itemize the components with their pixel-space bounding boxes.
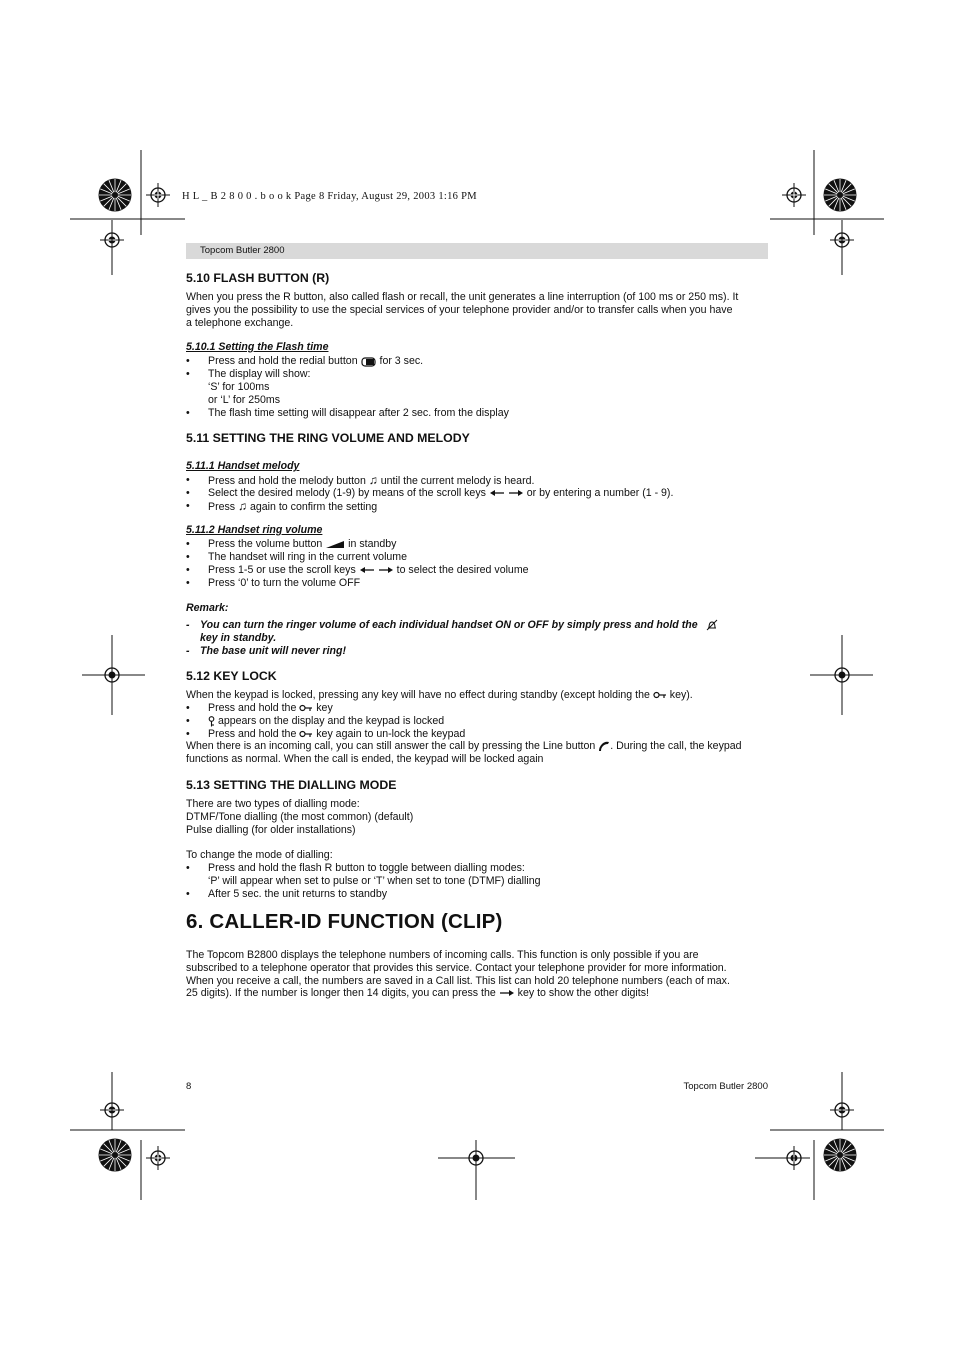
footer-title: Topcom Butler 2800	[683, 1081, 768, 1092]
paragraph-line	[186, 740, 742, 753]
paragraph-text: When the keypad is locked, pressing any key will have no effect during standby (except holding the	[186, 689, 650, 701]
remark-text: key in standby.	[200, 632, 277, 644]
section-heading-5-10: 5.10 FLASH BUTTON (R)	[186, 271, 330, 285]
subsection-heading-5-11-2: 5.11.2 Handset ring volume	[186, 524, 323, 536]
lock-key-icon	[208, 716, 215, 727]
list-text: in standby	[348, 538, 397, 550]
bullet: •	[186, 862, 190, 874]
key-icon	[653, 691, 667, 699]
dash: -	[186, 645, 190, 657]
list-text: Press ‘0’ to turn the volume OFF	[208, 577, 361, 589]
list-text: until the current melody is heard.	[380, 475, 535, 487]
remark-label: Remark:	[186, 602, 229, 614]
bullet: •	[186, 368, 190, 380]
dash: -	[186, 619, 190, 631]
bullet: •	[186, 551, 190, 563]
list-text: Press the volume button	[208, 538, 323, 550]
paragraph-line	[186, 689, 693, 702]
paragraph-line: subscribed to a telephone operator that provides this service. Contact your telephone provider for more information.	[186, 962, 727, 974]
paragraph-line: a telephone exchange.	[186, 317, 294, 329]
bullet: •	[186, 564, 190, 576]
key-icon	[299, 730, 313, 738]
scroll-left-icon	[489, 489, 505, 497]
ringer-off-icon	[705, 619, 719, 631]
paragraph-text: . During the call, the keypad	[610, 740, 742, 752]
paragraph-line	[186, 987, 649, 1000]
paragraph-line: Pulse dialling (for older installations)	[186, 824, 356, 836]
list-text: Press and hold the melody button	[208, 475, 366, 487]
list-text: key	[316, 702, 333, 714]
section-heading-5-12: 5.12 KEY LOCK	[186, 669, 277, 683]
paragraph-line: When you receive a call, the numbers are saved in a Call list. This list can hold 20 telephone numbers (each of max.	[186, 975, 730, 987]
section-heading-5-11: 5.11 SETTING THE RING VOLUME AND MELODY	[186, 431, 470, 445]
bullet: •	[186, 702, 190, 714]
subsection-heading-5-11-1: 5.11.1 Handset melody	[186, 460, 300, 472]
remark-text: The base unit will never ring!	[200, 645, 346, 657]
running-header	[186, 243, 768, 259]
paragraph-text: When there is an incoming call, you can still answer the call by pressing the Line button	[186, 740, 596, 752]
list-text: Press and hold the flash R button to toggle between dialling modes:	[208, 862, 525, 874]
paragraph-line: When you press the R button, also called flash or recall, the unit generates a line interruption (of 100 ms or 250 ms). It	[186, 291, 739, 303]
bullet: •	[186, 407, 190, 419]
list-text: for 3 sec.	[379, 355, 424, 367]
volume-button-icon	[325, 540, 345, 549]
list-text: again to confirm the setting	[250, 501, 378, 513]
list-text: Press and hold the	[208, 702, 297, 714]
scroll-right-icon	[499, 989, 515, 997]
page-number: 8	[186, 1081, 192, 1092]
paragraph-line: DTMF/Tone dialling (the most common) (default)	[186, 811, 414, 823]
list-text: or ‘L’ for 250ms	[208, 394, 281, 406]
list-text: Press and hold the	[208, 728, 297, 740]
line-button-icon	[598, 741, 610, 752]
list-text: ‘P’ will appear when set to pulse or ‘T’ when set to tone (DTMF) dialling	[208, 875, 541, 887]
melody-icon: ♫	[238, 499, 248, 513]
bullet: •	[186, 715, 190, 727]
paragraph-line: gives you the possibility to use the special services of your telephone provider and/or to transfer calls when you have	[186, 304, 733, 316]
chapter-heading-6: 6. CALLER-ID FUNCTION (CLIP)	[186, 910, 503, 933]
scroll-left-icon	[359, 566, 375, 574]
paragraph-text: key to show the other digits!	[517, 987, 649, 999]
scroll-right-icon	[378, 566, 394, 574]
paragraph-line: To change the mode of dialling:	[186, 849, 333, 861]
redial-button-icon	[361, 356, 377, 367]
list-text: The handset will ring in the current volume	[208, 551, 408, 563]
list-text: The flash time setting will disappear after 2 sec. from the display	[208, 407, 509, 419]
list-text: Press	[208, 501, 236, 513]
list-text: to select the desired volume	[396, 564, 529, 576]
bullet: •	[186, 538, 190, 550]
list-text: ‘S’ for 100ms	[208, 381, 270, 393]
bullet: •	[186, 474, 190, 486]
bullet: •	[186, 355, 190, 367]
list-text: After 5 sec. the unit returns to standby	[208, 888, 388, 900]
paragraph-line: There are two types of dialling mode:	[186, 798, 360, 810]
melody-icon: ♫	[368, 473, 378, 487]
list-text: appears on the display and the keypad is locked	[217, 715, 445, 727]
list-text: Select the desired melody (1-9) by means of the scroll keys	[208, 487, 486, 499]
paragraph-text: 25 digits). If the number is longer then 14 digits, you can press the	[186, 987, 496, 999]
subsection-heading-5-10-1: 5.10.1 Setting the Flash time	[186, 341, 329, 353]
list-text: or by entering a number (1 - 9).	[526, 487, 674, 499]
remark-text: You can turn the ringer volume of each individual handset ON or OFF by simply press and hold the	[200, 619, 698, 631]
running-header-title: Topcom Butler 2800	[200, 245, 285, 256]
list-text: Press and hold the redial button	[208, 355, 358, 367]
key-icon	[299, 704, 313, 712]
list-text: Press 1-5 or use the scroll keys	[208, 564, 356, 576]
section-heading-5-13: 5.13 SETTING THE DIALLING MODE	[186, 778, 397, 792]
scroll-right-icon	[508, 489, 524, 497]
bullet: •	[186, 888, 190, 900]
bullet: •	[186, 728, 190, 740]
bullet: •	[186, 487, 190, 499]
list-text: The display will show:	[208, 368, 311, 380]
paragraph-line: functions as normal. When the call is ended, the keypad will be locked again	[186, 753, 544, 765]
paragraph-text: key).	[669, 689, 693, 701]
bullet: •	[186, 577, 190, 589]
bullet: •	[186, 500, 190, 512]
paragraph-line: The Topcom B2800 displays the telephone numbers of incoming calls. This function is only possible if you are	[186, 949, 699, 961]
print-slug: H L _ B 2 8 0 0 . b o o k Page 8 Friday, August 29, 2003 1:16 PM	[182, 191, 477, 202]
list-text: key again to un-lock the keypad	[316, 728, 466, 740]
